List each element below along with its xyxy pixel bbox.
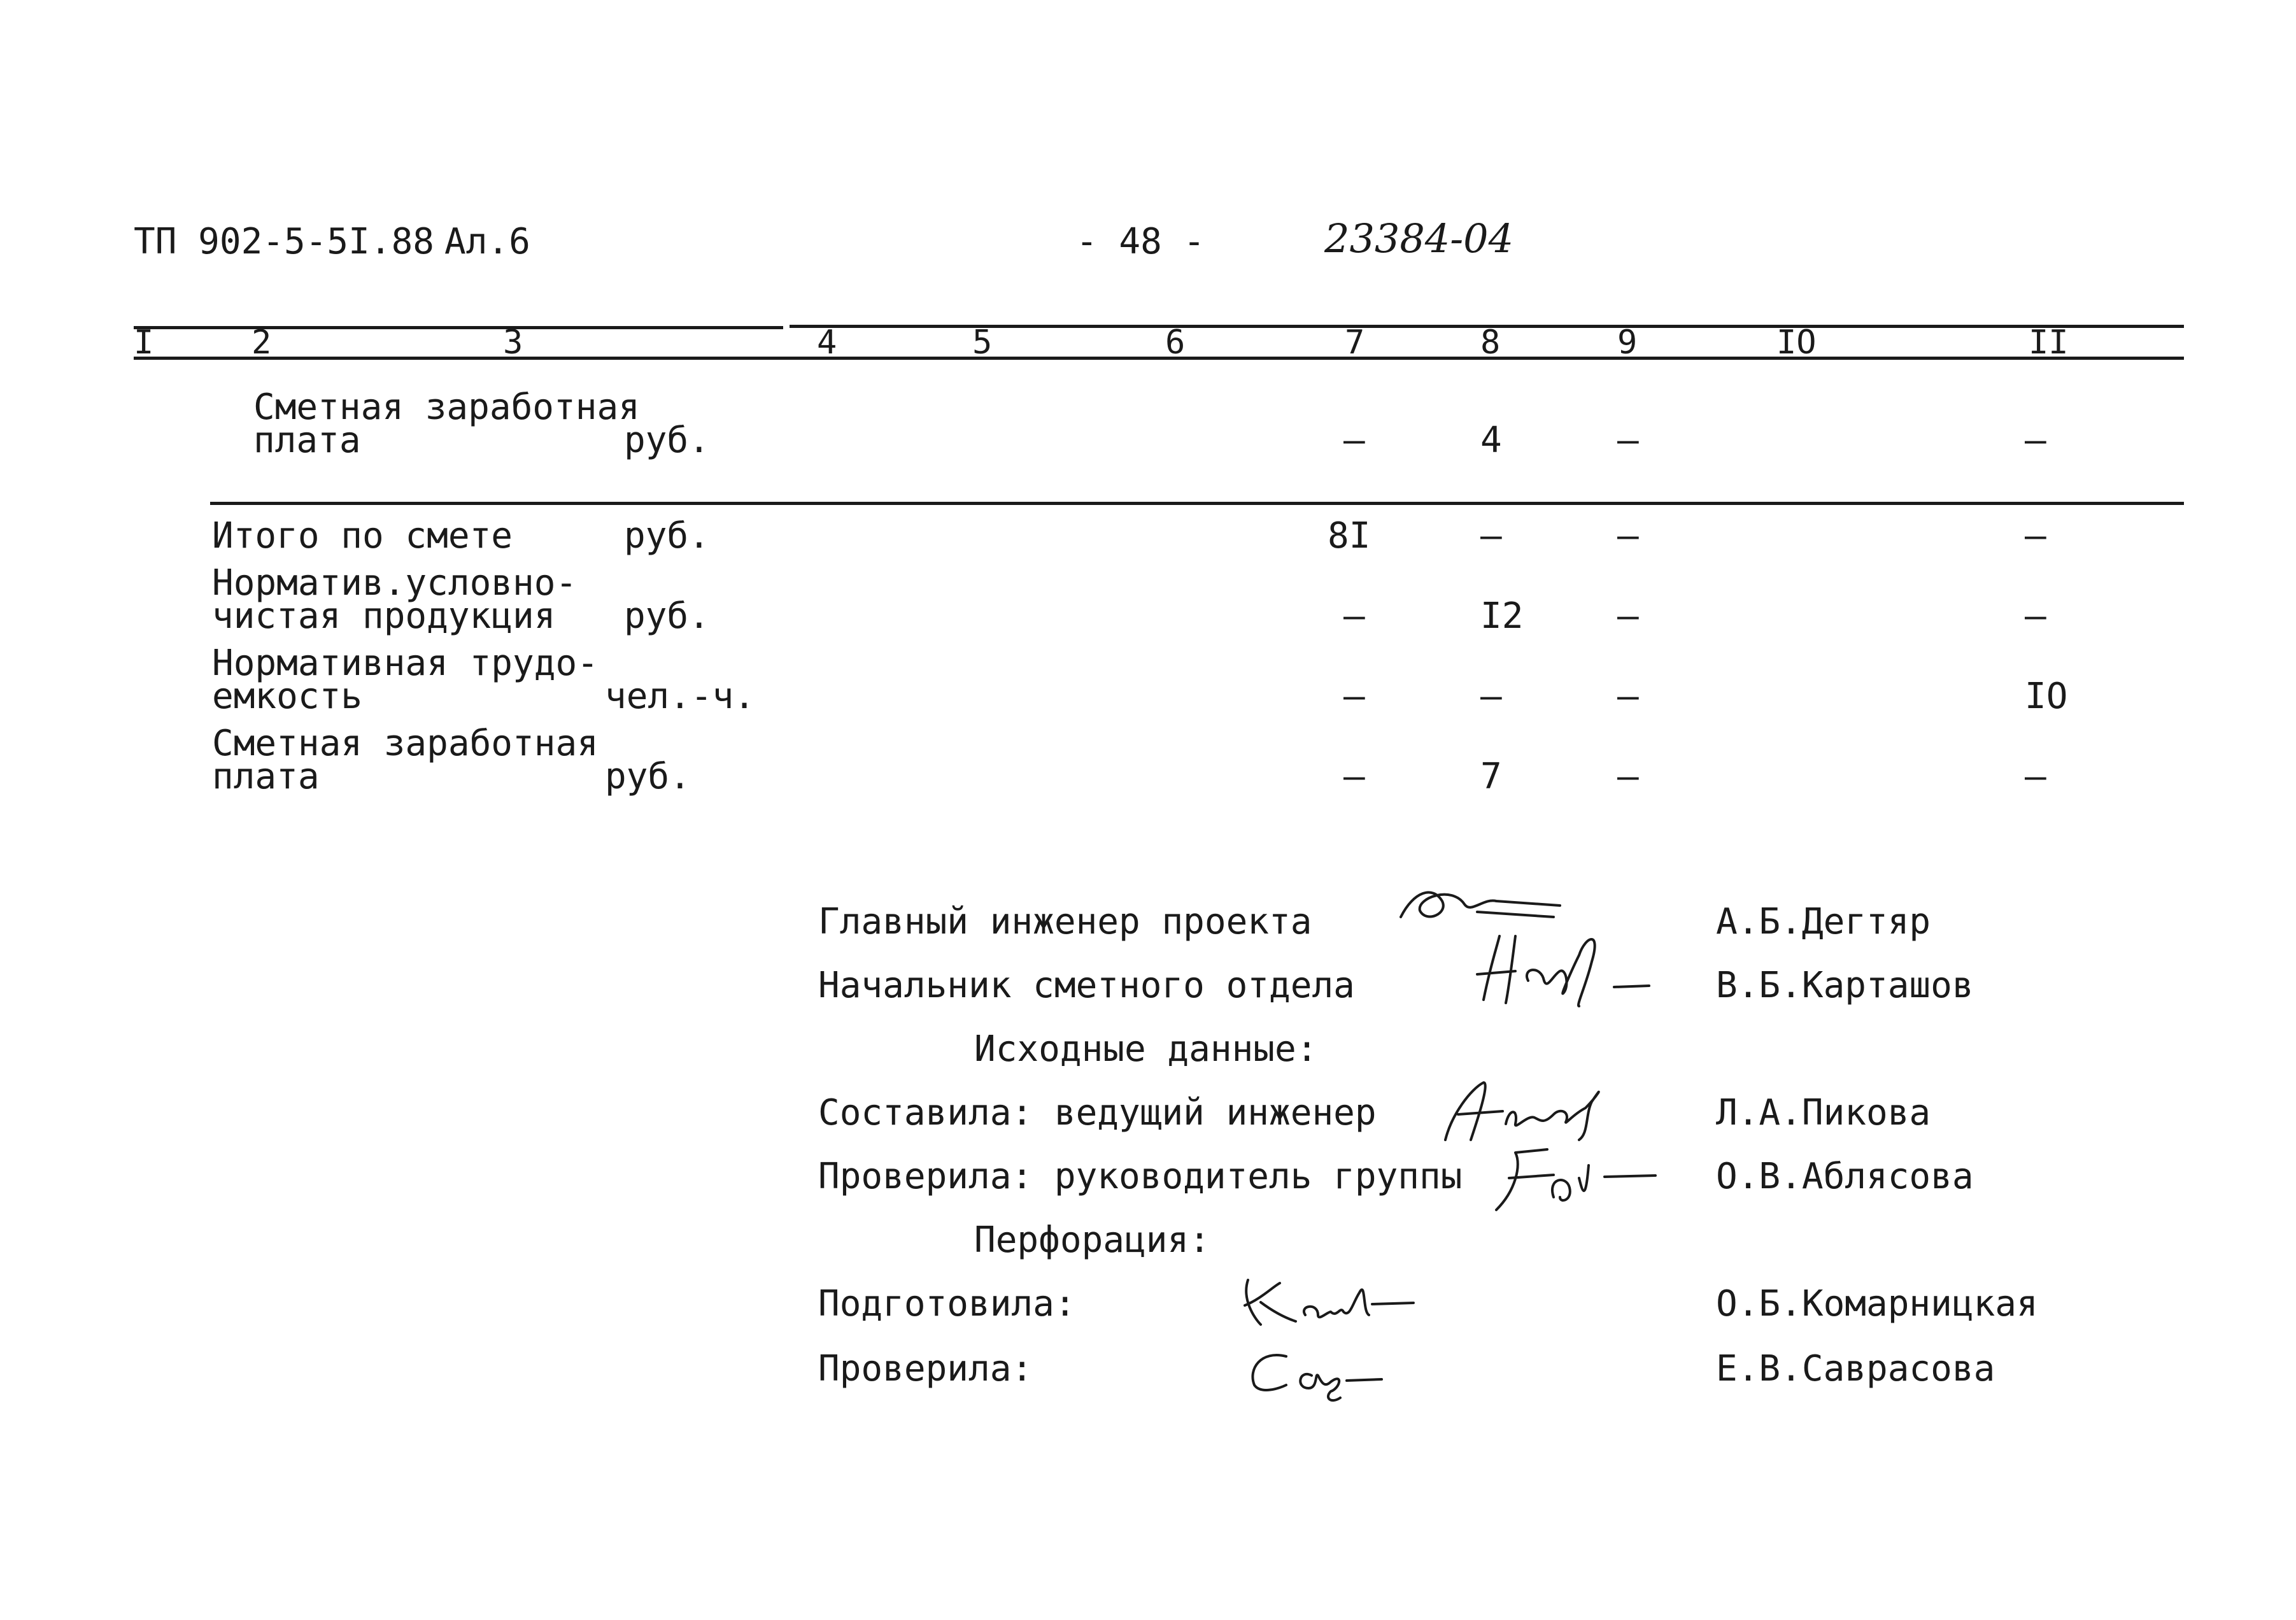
row-unit: руб. xyxy=(624,420,710,461)
handwritten-number: 23384-04 xyxy=(1324,215,1514,262)
row-unit: руб. xyxy=(624,515,710,557)
perf-checked-name: Е.В.Саврасова xyxy=(1716,1348,1995,1389)
column-number-7: 7 xyxy=(1345,323,1365,362)
prepared-role: Подготовила: xyxy=(818,1283,1076,1325)
row-label-line1: Сметная заработная xyxy=(253,387,640,428)
column-number-8: 8 xyxy=(1480,323,1501,362)
row-col7: – xyxy=(1343,420,1365,461)
row-col8: I2 xyxy=(1480,595,1524,637)
row-col8: 7 xyxy=(1480,756,1502,797)
row-col11: – xyxy=(2025,515,2046,557)
row-col9: – xyxy=(1617,595,1639,637)
chief-engineer-role: Главный инженер проекта xyxy=(818,901,1312,942)
row-label-line2: плата xyxy=(253,420,361,461)
row-col7: – xyxy=(1343,756,1365,797)
column-number-6: 6 xyxy=(1165,323,1186,362)
subtotal-line xyxy=(210,502,2184,505)
row-label-line2: плата xyxy=(212,756,320,797)
row-col7: 8I xyxy=(1328,515,1371,557)
chief-engineer-name: А.Б.Дегтяр xyxy=(1716,901,1931,942)
compiled-role: Составила: ведущий инженер xyxy=(818,1092,1377,1133)
row-col11: – xyxy=(2025,756,2046,797)
row-col9: – xyxy=(1617,420,1639,461)
row-label-line1: Норматив.условно- xyxy=(212,562,578,604)
checked-name: О.В.Аблясова xyxy=(1716,1156,1974,1197)
column-number-2: 2 xyxy=(252,323,272,362)
row-col8: 4 xyxy=(1480,420,1502,461)
row-unit: чел.-ч. xyxy=(605,676,756,717)
row-col7: – xyxy=(1343,595,1365,637)
page-number: - 48 - xyxy=(1076,221,1205,262)
column-number-10: IO xyxy=(1776,323,1817,362)
checked-role: Проверила: руководитель группы xyxy=(818,1156,1463,1197)
table-header-top-line-left xyxy=(134,326,783,329)
row-col11: – xyxy=(2025,595,2046,637)
row-col8: – xyxy=(1480,676,1502,717)
row-col7: – xyxy=(1343,676,1365,717)
row-label-line1: Итого по смете xyxy=(212,515,513,557)
compiled-name: Л.А.Пикова xyxy=(1716,1092,1931,1133)
estimate-head-role: Начальник сметного отдела xyxy=(818,965,1355,1006)
column-number-3: 3 xyxy=(503,323,523,362)
row-col9: – xyxy=(1617,515,1639,557)
row-label-line2: чистая продукция xyxy=(212,595,556,637)
table-header-bottom-line xyxy=(134,357,2184,360)
estimate-head-signature xyxy=(1464,911,1681,1019)
column-number-4: 4 xyxy=(817,323,837,362)
document-code: ТП 902-5-5I.88 xyxy=(134,221,435,262)
row-label-line1: Нормативная трудо- xyxy=(212,643,599,684)
checked-signature xyxy=(1477,1140,1668,1223)
prepared-signature xyxy=(1235,1267,1426,1337)
perf-checked-signature xyxy=(1235,1337,1426,1407)
row-label-line1: Сметная заработная xyxy=(212,723,599,764)
column-number-5: 5 xyxy=(972,323,993,362)
row-col8: – xyxy=(1480,515,1502,557)
source-data-heading: Исходные данные: xyxy=(974,1028,1318,1070)
row-label-line2: емкость xyxy=(212,676,363,717)
perforation-heading: Перфорация: xyxy=(974,1219,1210,1261)
album-label: Ал.6 xyxy=(444,221,530,262)
row-unit: руб. xyxy=(624,595,710,637)
row-col11: IO xyxy=(2025,676,2068,717)
column-number-11: II xyxy=(2029,323,2069,362)
column-number-1: I xyxy=(134,323,154,362)
row-col11: – xyxy=(2025,420,2046,461)
estimate-head-name: В.Б.Карташов xyxy=(1716,965,1974,1006)
perf-checked-role: Проверила: xyxy=(818,1348,1033,1389)
row-unit: руб. xyxy=(605,756,691,797)
column-number-9: 9 xyxy=(1617,323,1638,362)
row-col9: – xyxy=(1617,756,1639,797)
row-col9: – xyxy=(1617,676,1639,717)
prepared-name: О.Б.Комарницкая xyxy=(1716,1283,2038,1325)
